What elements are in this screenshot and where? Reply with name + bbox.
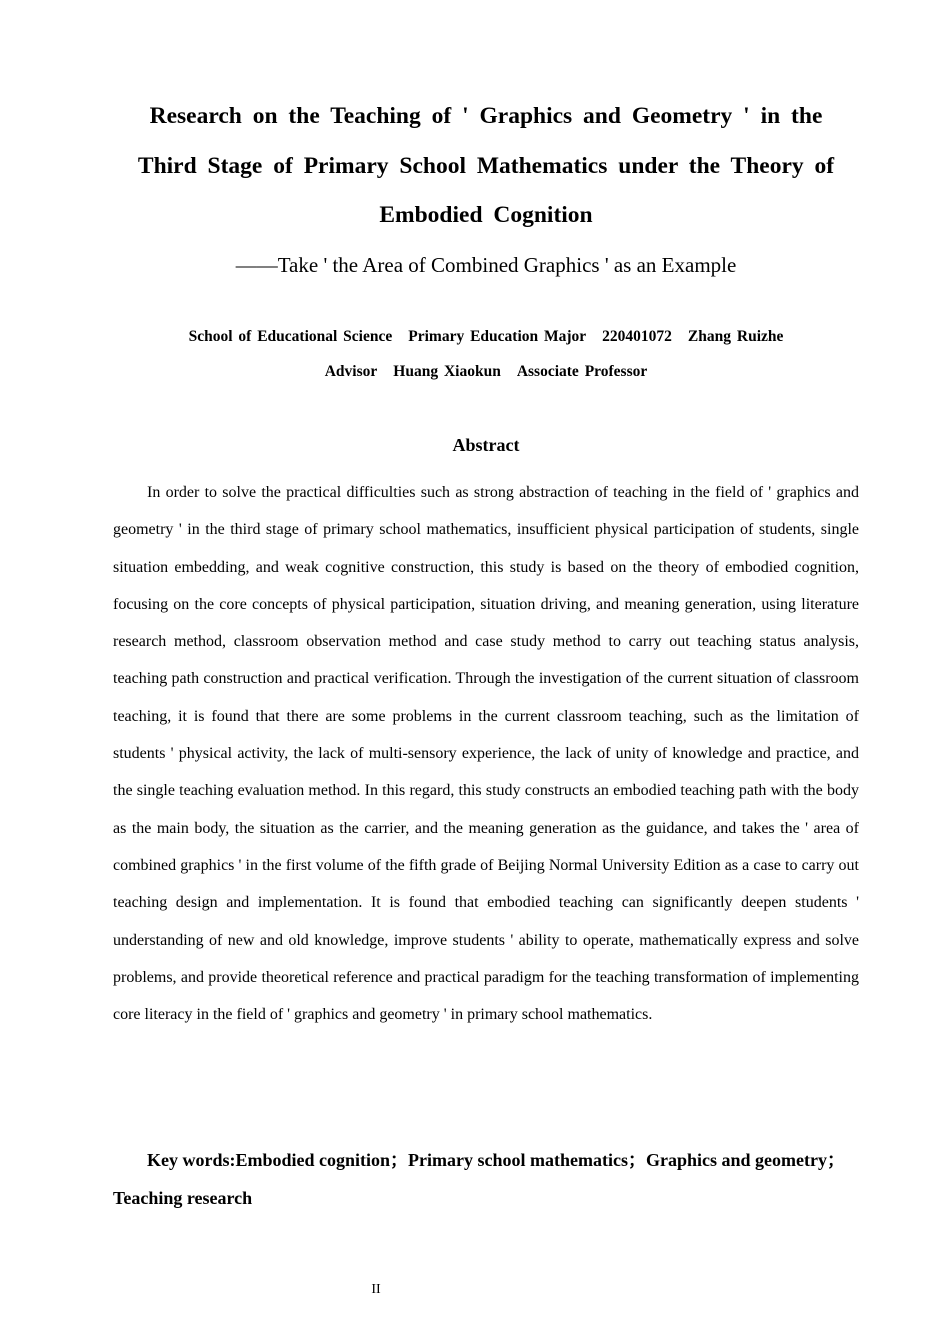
- title-line-2: Third Stage of Primary School Mathematics under the Theory of: [137, 152, 835, 179]
- thesis-title: [112, 92, 860, 241]
- keywords: [113, 1141, 859, 1217]
- thesis-subtitle: ——Take ' the Area of Combined Graphics ' as an Example: [235, 253, 737, 277]
- page-number: II: [371, 1282, 381, 1297]
- keywords-label: Key words:: [147, 1150, 236, 1170]
- author-major: Primary Education Major: [408, 328, 587, 345]
- advisor-info: [112, 361, 860, 383]
- abstract-body: In order to solve the practical difficulties such as strong abstraction of teaching in the field of ' graphics and geometry ' in the third stage of primary school mathematics, insufficient physical participation of students, single situation embedding, and weak cognitive construction, this study is based on the theory of embodied cognition, focusing on the core concepts of physical participation, situation driving, and meaning generation, using literature research method, classroom observation method and case study method to carry out teaching status analysis, teaching path construction and practical verification. Through the investigation of the current situation of classroom teaching, it is found that there are some problems in the current classroom teaching, such as the limitation of students ' physical activity, the lack of multi-sensory experience, the lack of unity of knowledge and practice, and the single teaching evaluation method. In this regard, this study constructs an embodied teaching path with the body as the main body, the situation as the carrier, and the meaning generation as the guidance, and takes the ' area of combined graphics ' in the first volume of the fifth grade of Beijing Normal University Edition as a case to carry out teaching design and implementation. It is found that embodied teaching can significantly deepen students ' understanding of new and old knowledge, improve students ' ability to operate, mathematically express and solve problems, and provide theoretical reference and practical paradigm for the teaching transformation of implementing core literacy in the field of ' graphics and geometry ' in primary school mathematics.: [113, 484, 859, 1024]
- author-student-id: 220401072: [602, 328, 672, 345]
- advisor-title: Associate Professor: [516, 363, 648, 380]
- advisor-label: Advisor: [324, 363, 378, 380]
- keywords-text: Embodied cognition；Primary school mathematics；Graphics and geometry；Teaching research: [113, 1150, 845, 1208]
- title-line-1: Research on the Teaching of ' Graphics and Geometry ' in the: [149, 103, 823, 129]
- advisor-name: Huang Xiaokun: [393, 363, 501, 380]
- author-name: Zhang Ruizhe: [687, 328, 784, 345]
- title-line-3: Embodied Cognition: [379, 202, 593, 228]
- author-info: [112, 326, 860, 348]
- author-school: School of Educational Science: [188, 328, 393, 345]
- abstract-heading: Abstract: [452, 435, 520, 455]
